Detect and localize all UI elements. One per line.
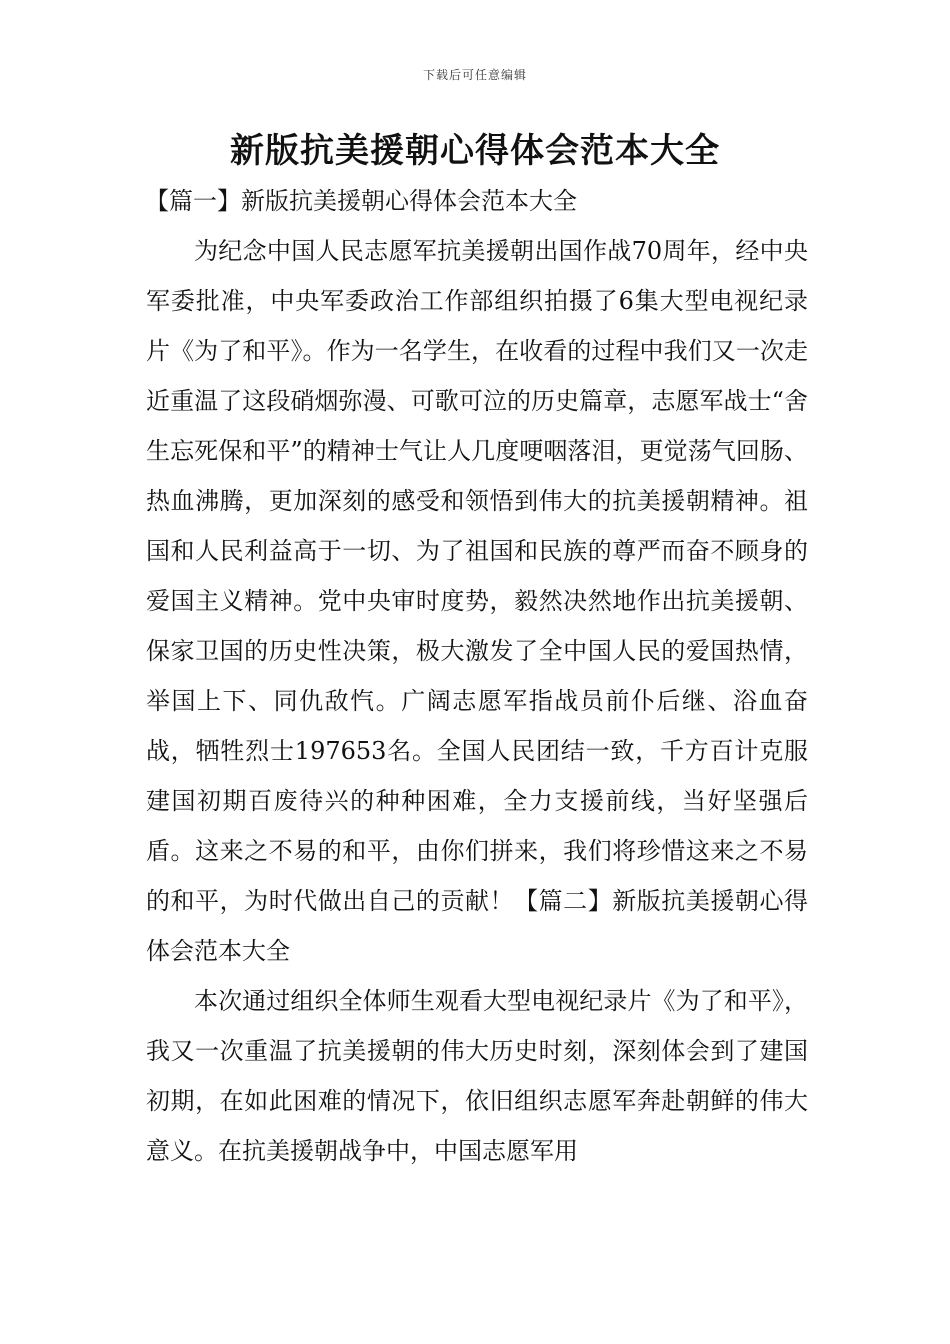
section-two-paragraph: 本次通过组织全体师生观看大型电视纪录片《为了和平》，我又一次重温了抗美援朝的伟大历史时刻，深刻体会到了建国初期，在如此困难的情况下，依旧组织志愿军奔赴朝鲜的伟大意义。在抗美援朝战争中，中国志愿军用 [146,987,808,1165]
document-title: 新版抗美援朝心得体会范本大全 [230,131,720,171]
section-one-heading: 【篇一】新版抗美援朝心得体会范本大全 [145,187,577,215]
section-one-paragraph: 为纪念中国人民志愿军抗美援朝出国作战70周年，经中央军委批准，中央军委政治工作部组织拍摄了6集大型电视纪录片《为了和平》。作为一名学生，在收看的过程中我们又一次走近重温了这段硝烟弥漫、可歌可泣的历史篇章，志愿军战士“舍生忘死保和平”的精神士气让人几度哽咽落泪，更觉荡气回肠、热血沸腾，更加深刻的感受和领悟到伟大的抗美援朝精神。祖国和人民利益高于一切、为了祖国和民族的尊严而奋不顾身的爱国主义精神。党中央审时度势，毅然决然地作出抗美援朝、保家卫国的历史性决策，极大激发了全中国人民的爱国热情，举国上下、同仇敌忾。广阔志愿军指战员前仆后继、浴血奋战，牺牲烈士197653名。全国人民团结一致，千方百计克服建国初期百废待兴的种种困难，全力支援前线，当好坚强后盾。这来之不易的和平，由你们拼来，我们将珍惜这来之不易的和平，为时代做出自己的贡献！【篇二】新版抗美援朝心得体会范本大全 [146,237,808,965]
document-body [146,176,808,1176]
page-header-note: 下载后可任意编辑 [422,68,527,82]
